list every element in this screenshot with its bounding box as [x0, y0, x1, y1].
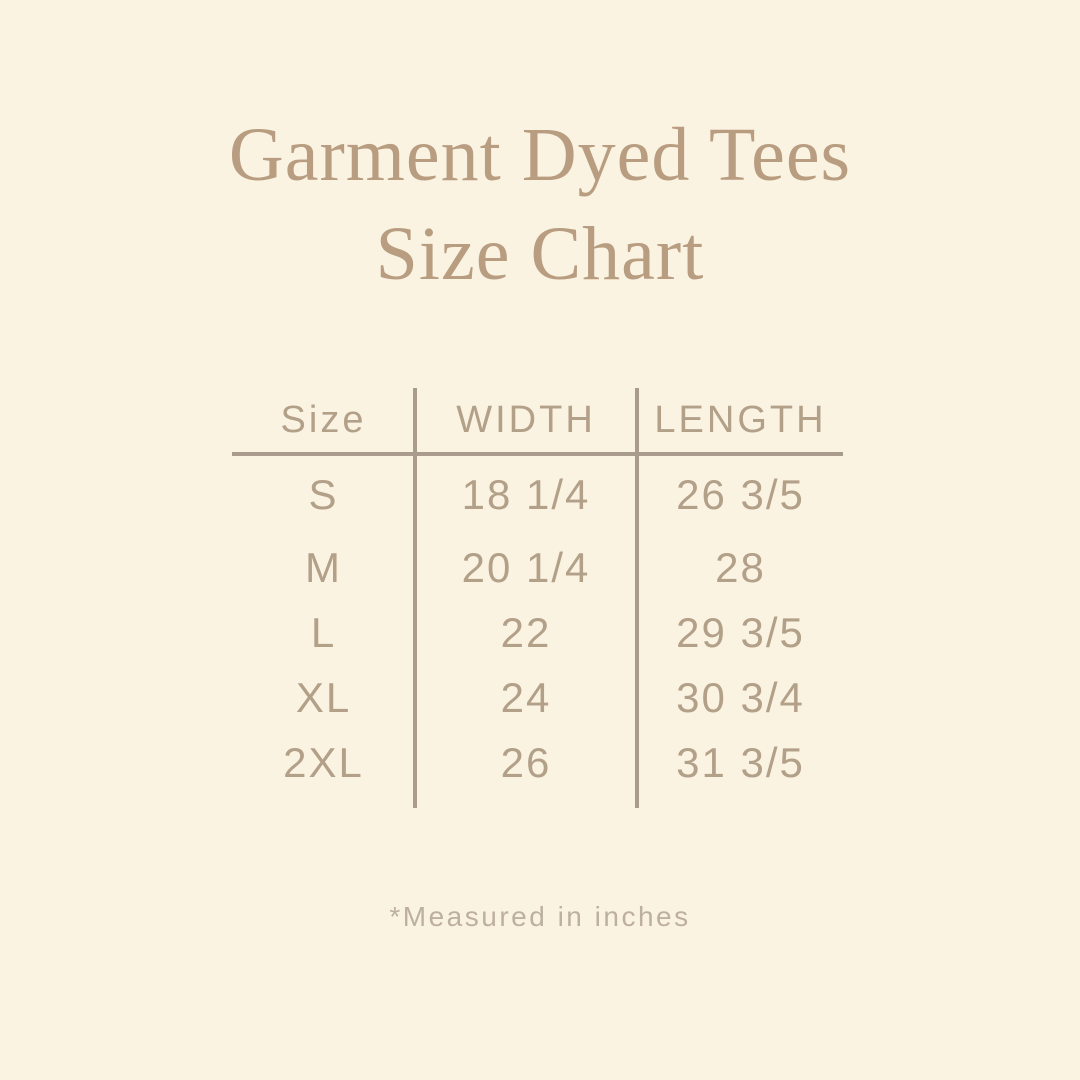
- table-cell-size: 2XL: [283, 738, 364, 786]
- table-cell-width: 24: [500, 673, 552, 721]
- table-cell-size: M: [305, 543, 342, 591]
- page-title-line1: Garment Dyed Tees: [228, 113, 852, 197]
- table-cell-size: XL: [295, 673, 352, 721]
- column-header-length: LENGTH: [654, 398, 827, 441]
- column-header-width: WIDTH: [456, 398, 596, 441]
- page-title: [0, 106, 1080, 304]
- table-cell-size: S: [308, 471, 339, 518]
- table-cell-width: 18 1/4: [461, 471, 591, 518]
- table-cell-length: 30 3/4: [676, 673, 805, 721]
- measurement-footnote: *Measured in inches: [389, 901, 691, 932]
- table-cell-length: 26 3/5: [676, 471, 805, 518]
- header-divider-line: [232, 452, 843, 456]
- table-cell-width: 26: [500, 738, 552, 786]
- page-title-line2: Size Chart: [375, 212, 705, 296]
- table-cell-width: 20 1/4: [461, 543, 591, 591]
- table-cell-length: 31 3/5: [676, 738, 805, 786]
- column-header-size: Size: [280, 398, 367, 441]
- table-cell-length: 29 3/5: [676, 608, 805, 656]
- column-divider-line-2: [635, 388, 639, 808]
- size-chart-table: [232, 385, 844, 795]
- table-cell-width: 22: [500, 608, 552, 656]
- column-divider-line-1: [413, 388, 417, 808]
- table-cell-size: L: [310, 608, 337, 656]
- table-cell-length: 28: [715, 543, 766, 591]
